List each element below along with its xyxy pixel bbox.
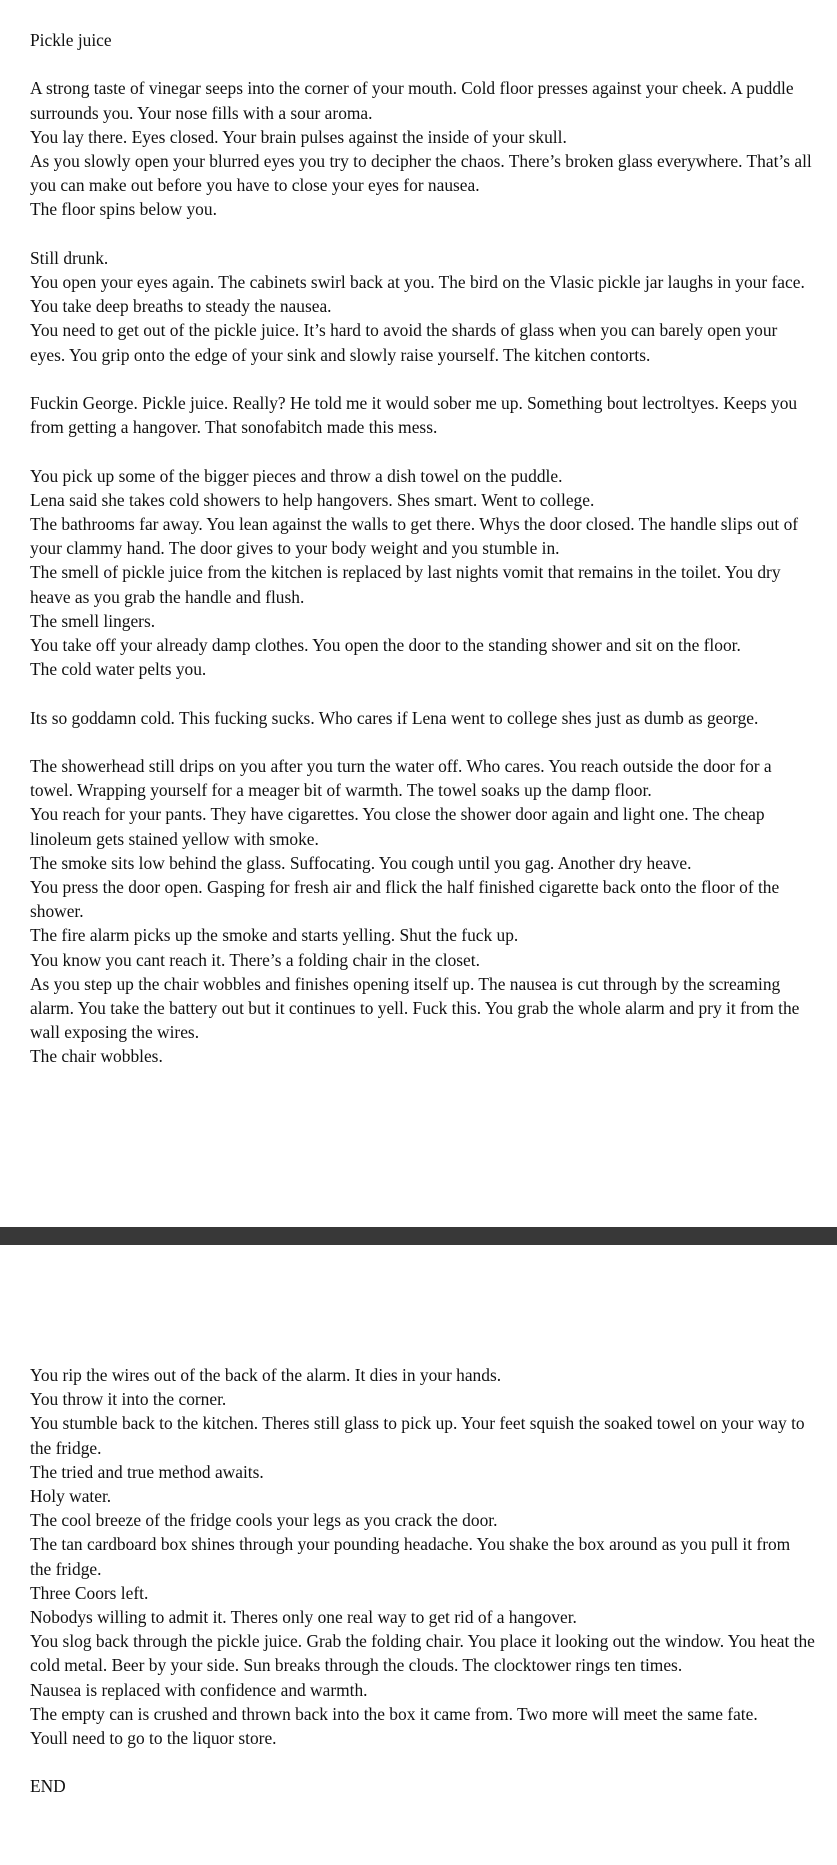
paragraph-line: The fire alarm picks up the smoke and starts yelling. Shut the fuck up. [30,925,519,946]
paragraph-line: You stumble back to the kitchen. Theres still glass to pick up. Your feet squish the soaked towel on your way to the fridge. [30,1413,809,1458]
paragraph-line: The smell of pickle juice from the kitchen is replaced by last nights vomit that remains in the toilet. You dry heave as you grab the handle and flush. [30,562,785,607]
page-2-text [30,1363,820,1799]
paragraph-line: You reach for your pants. They have cigarettes. You close the shower door again and light one. The cheap linoleum gets stained yellow with smoke. [30,804,769,849]
paragraph-line: The tan cardboard box shines through your pounding headache. You shake the box around as you pull it from the fridge. [30,1534,795,1579]
paragraph-line: You open your eyes again. The cabinets swirl back at you. The bird on the Vlasic pickle jar laughs in your face. [30,272,805,292]
paragraph-line: You throw it into the corner. [30,1389,227,1410]
paragraph-gap [30,222,815,246]
paragraph-line: Lena said she takes cold showers to help hangovers. Shes smart. Went to college. [30,489,595,510]
paragraph-line: The cool breeze of the fridge cools your legs as you crack the door. [30,1510,498,1531]
paragraph-line: The smoke sits low behind the glass. Suffocating. You cough until you gag. Another dry heave. [30,852,692,873]
paragraph-line: Youll need to go to the liquor store. [30,1728,277,1749]
paragraph-line: Still drunk. [30,247,109,268]
paragraph-line: You know you cant reach it. There’s a folding chair in the closet. [30,949,480,970]
paragraph-line: Nausea is replaced with confidence and warmth. [30,1679,368,1700]
paragraph-line: Fuckin George. Pickle juice. Really? He told me it would sober me up. Something bout lectroltyes. Keeps you from getting a hangover. That sonofabitch made this mess. [30,393,802,438]
paragraph-line: Three Coors left. [30,1582,149,1603]
paragraph-line: The showerhead still drips on you after you turn the water off. Who cares. You reach outside the door for a towel. Wrapping yourself for a meager bit of warmth. The towel soaks up the damp floor. [30,756,776,801]
paragraph-line: The bathrooms far away. You lean against the walls to get there. Whys the door closed. The handle slips out of your clammy hand. The door gives to your body weight and you stumble in. [30,514,803,559]
paragraph-line: A strong taste of vinegar seeps into the corner of your mouth. Cold floor presses against your cheek. A puddle surrounds you. Your nose fills with a sour aroma. [30,78,798,123]
paragraph-line: As you slowly open your blurred eyes you try to decipher the chaos. There’s broken glass everywhere. That’s all you can make out before you have to close your eyes for nausea. [30,151,817,196]
paragraph-line: You take deep breaths to steady the nausea. [30,296,332,317]
paragraph-line: The empty can is crushed and thrown back into the box it came from. Two more will meet the same fate. [30,1703,758,1724]
end-marker: END [30,1776,66,1797]
paragraph-line: Holy water. [30,1486,112,1507]
document-page-2 [0,1245,837,1865]
paragraph-gap [30,1750,815,1774]
paragraph-line: The smell lingers. [30,610,156,631]
paragraph-line: You press the door open. Gasping for fresh air and flick the half finished cigarette back onto the floor of the shower. [30,877,784,922]
paragraph-gap [30,367,815,391]
paragraph-line: You rip the wires out of the back of the alarm. It dies in your hands. [30,1365,502,1385]
paragraph-line: As you step up the chair wobbles and finishes opening itself up. The nausea is cut through by the screaming alarm. You take the battery out but it continues to yell. Fuck this. You grab the whole alarm and pry it from the wall exposing the wires. [30,973,804,1043]
paragraph-gap [30,681,815,705]
paragraph-line: You take off your already damp clothes. You open the door to the standing shower and sit on the floor. [30,635,741,656]
paragraph-gap [30,439,815,463]
paragraph-line: You pick up some of the bigger pieces and throw a dish towel on the puddle. [30,465,563,486]
page-separator [0,1227,837,1245]
page-1-text [30,28,815,1069]
paragraph-line: The chair wobbles. [30,1046,163,1067]
paragraph-gap [30,52,815,76]
paragraph-line: You slog back through the pickle juice. Grab the folding chair. You place it looking out the window. You heat the cold metal. Beer by your side. Sun breaks through the clouds. The clocktower rings ten times. [30,1631,820,1676]
paragraph-line: Its so goddamn cold. This fucking sucks. Who cares if Lena went to college shes just as dumb as george. [30,707,759,728]
paragraph-line: Nobodys willing to admit it. Theres only one real way to get rid of a hangover. [30,1607,577,1628]
paragraph-line: You lay there. Eyes closed. Your brain pulses against the inside of your skull. [30,126,567,147]
paragraph-gap [30,730,815,754]
paragraph-line: The cold water pelts you. [30,659,207,680]
document-title: Pickle juice [30,30,112,50]
paragraph-line: The floor spins below you. [30,199,217,220]
paragraph-line: You need to get out of the pickle juice. It’s hard to avoid the shards of glass when you can barely open your eyes. You grip onto the edge of your sink and slowly raise yourself. The kitchen contorts. [30,320,782,365]
paragraph-line: The tried and true method awaits. [30,1461,264,1482]
